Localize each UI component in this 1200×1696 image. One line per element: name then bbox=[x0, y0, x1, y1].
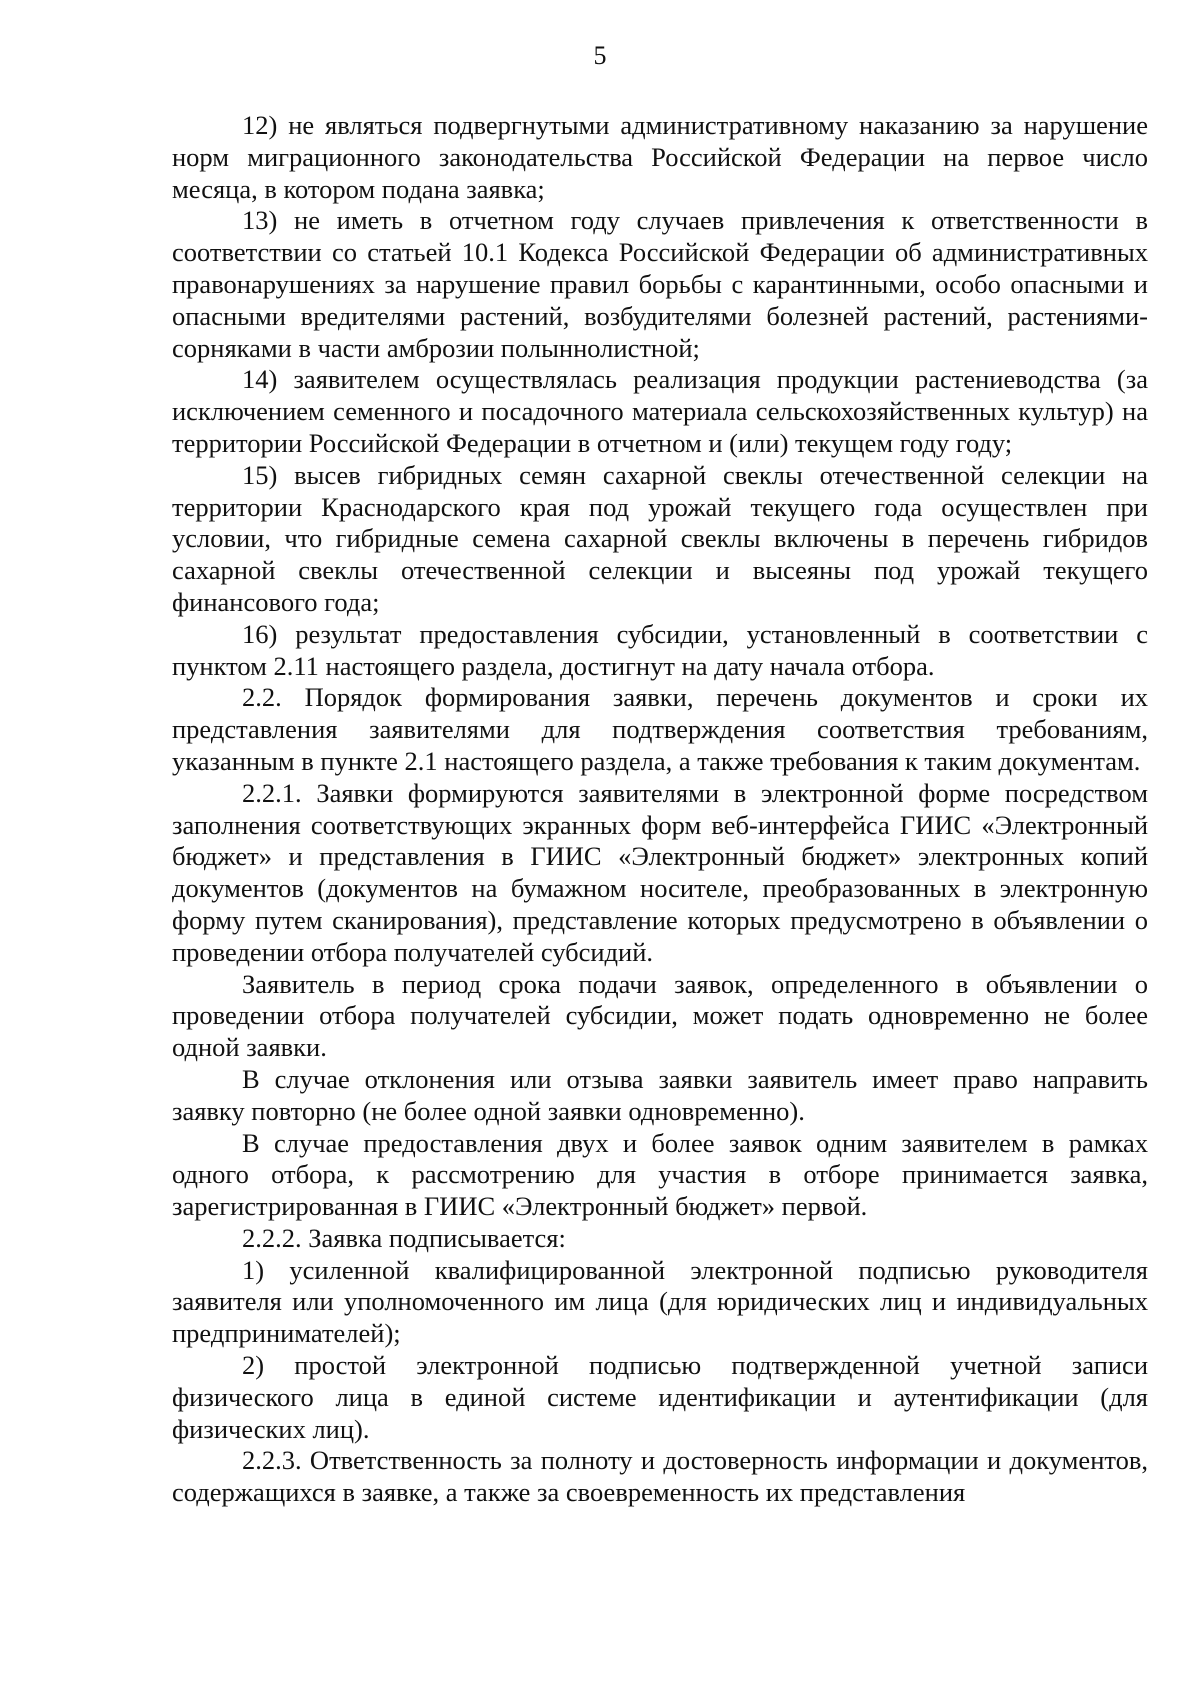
paragraph-duplicate-applications: В случае предоставления двух и более заявок одним заявителем в рамках одного отбора, к рассмотрению для участия в отборе принимается заявка, зарегистрированная в ГИИС «Электронный бюджет» первой. bbox=[172, 1127, 1148, 1222]
paragraph-section-2-2-1: 2.2.1. Заявки формируются заявителями в электронной форме посредством заполнения соответствующих экранных форм веб-интерфейса ГИИС «Электронный бюджет» и представления в ГИИС «Электронный бюджет» электронных копий документов (документов на бумажном носителе, преобразованных в электронную форму путем сканирования), представление которых предусмотрено в объявлении о проведении отбора получателей субсидий. bbox=[172, 777, 1148, 967]
page-number: 5 bbox=[593, 41, 607, 70]
paragraph-item-15: 15) высев гибридных семян сахарной свеклы отечественной селекции на территории Краснодарского края под урожай текущего года осуществлен при условии, что гибридные семена сахарной свеклы включены в перечень гибридов сахарной свеклы отечественной селекции и высеяны под урожай текущего финансового года; bbox=[172, 459, 1148, 617]
document-body bbox=[172, 110, 1148, 1509]
paragraph-signature-qualified: 1) усиленной квалифицированной электронной подписью руководителя заявителя или уполномоченного им лица (для юридических лиц и индивидуальных предпринимателей); bbox=[172, 1254, 1148, 1349]
paragraph-section-2-2-2: 2.2.2. Заявка подписывается: bbox=[242, 1222, 566, 1253]
paragraph-signature-simple: 2) простой электронной подписью подтвержденной учетной записи физического лица в единой системе идентификации и аутентификации (для физических лиц). bbox=[172, 1350, 1148, 1444]
paragraph-section-2-2: 2.2. Порядок формирования заявки, перечень документов и сроки их представления заявителями для подтверждения соответствия требованиям, указанным в пункте 2.1 настоящего раздела, а также требования к таким документам. bbox=[172, 682, 1148, 776]
paragraph-item-16: 16) результат предоставления субсидии, установленный в соответствии с пунктом 2.11 настоящего раздела, достигнут на дату начала отбора. bbox=[172, 618, 1148, 681]
paragraph-item-12: 12) не являться подвергнутыми административному наказанию за нарушение норм миграционного законодательства Российской Федерации на первое число месяца, в котором подана заявка; bbox=[172, 110, 1148, 204]
paragraph-section-2-2-3: 2.2.3. Ответственность за полноту и достоверность информации и документов, содержащихся в заявке, а также за своевременность их представления bbox=[172, 1445, 1148, 1508]
paragraph-resubmission: В случае отклонения или отзыва заявки заявитель имеет право направить заявку повторно (не более одной заявки одновременно). bbox=[172, 1063, 1148, 1126]
paragraph-item-13: 13) не иметь в отчетном году случаев привлечения к ответственности в соответствии со статьей 10.1 Кодекса Российской Федерации об административных правонарушениях за нарушение правил борьбы с карантинными, особо опасными и опасными вредителями растений, возбудителями болезней растений, растениями-сорняками в части амброзии полыннолистной; bbox=[172, 205, 1148, 363]
paragraph-application-limit: Заявитель в период срока подачи заявок, определенного в объявлении о проведении отбора получателей субсидии, может подать одновременно не более одной заявки. bbox=[172, 968, 1148, 1063]
paragraph-item-14: 14) заявителем осуществлялась реализация продукции растениеводства (за исключением семенного и посадочного материала сельскохозяйственных культур) на территории Российской Федерации в отчетном и (или) текущем году году; bbox=[172, 364, 1148, 458]
